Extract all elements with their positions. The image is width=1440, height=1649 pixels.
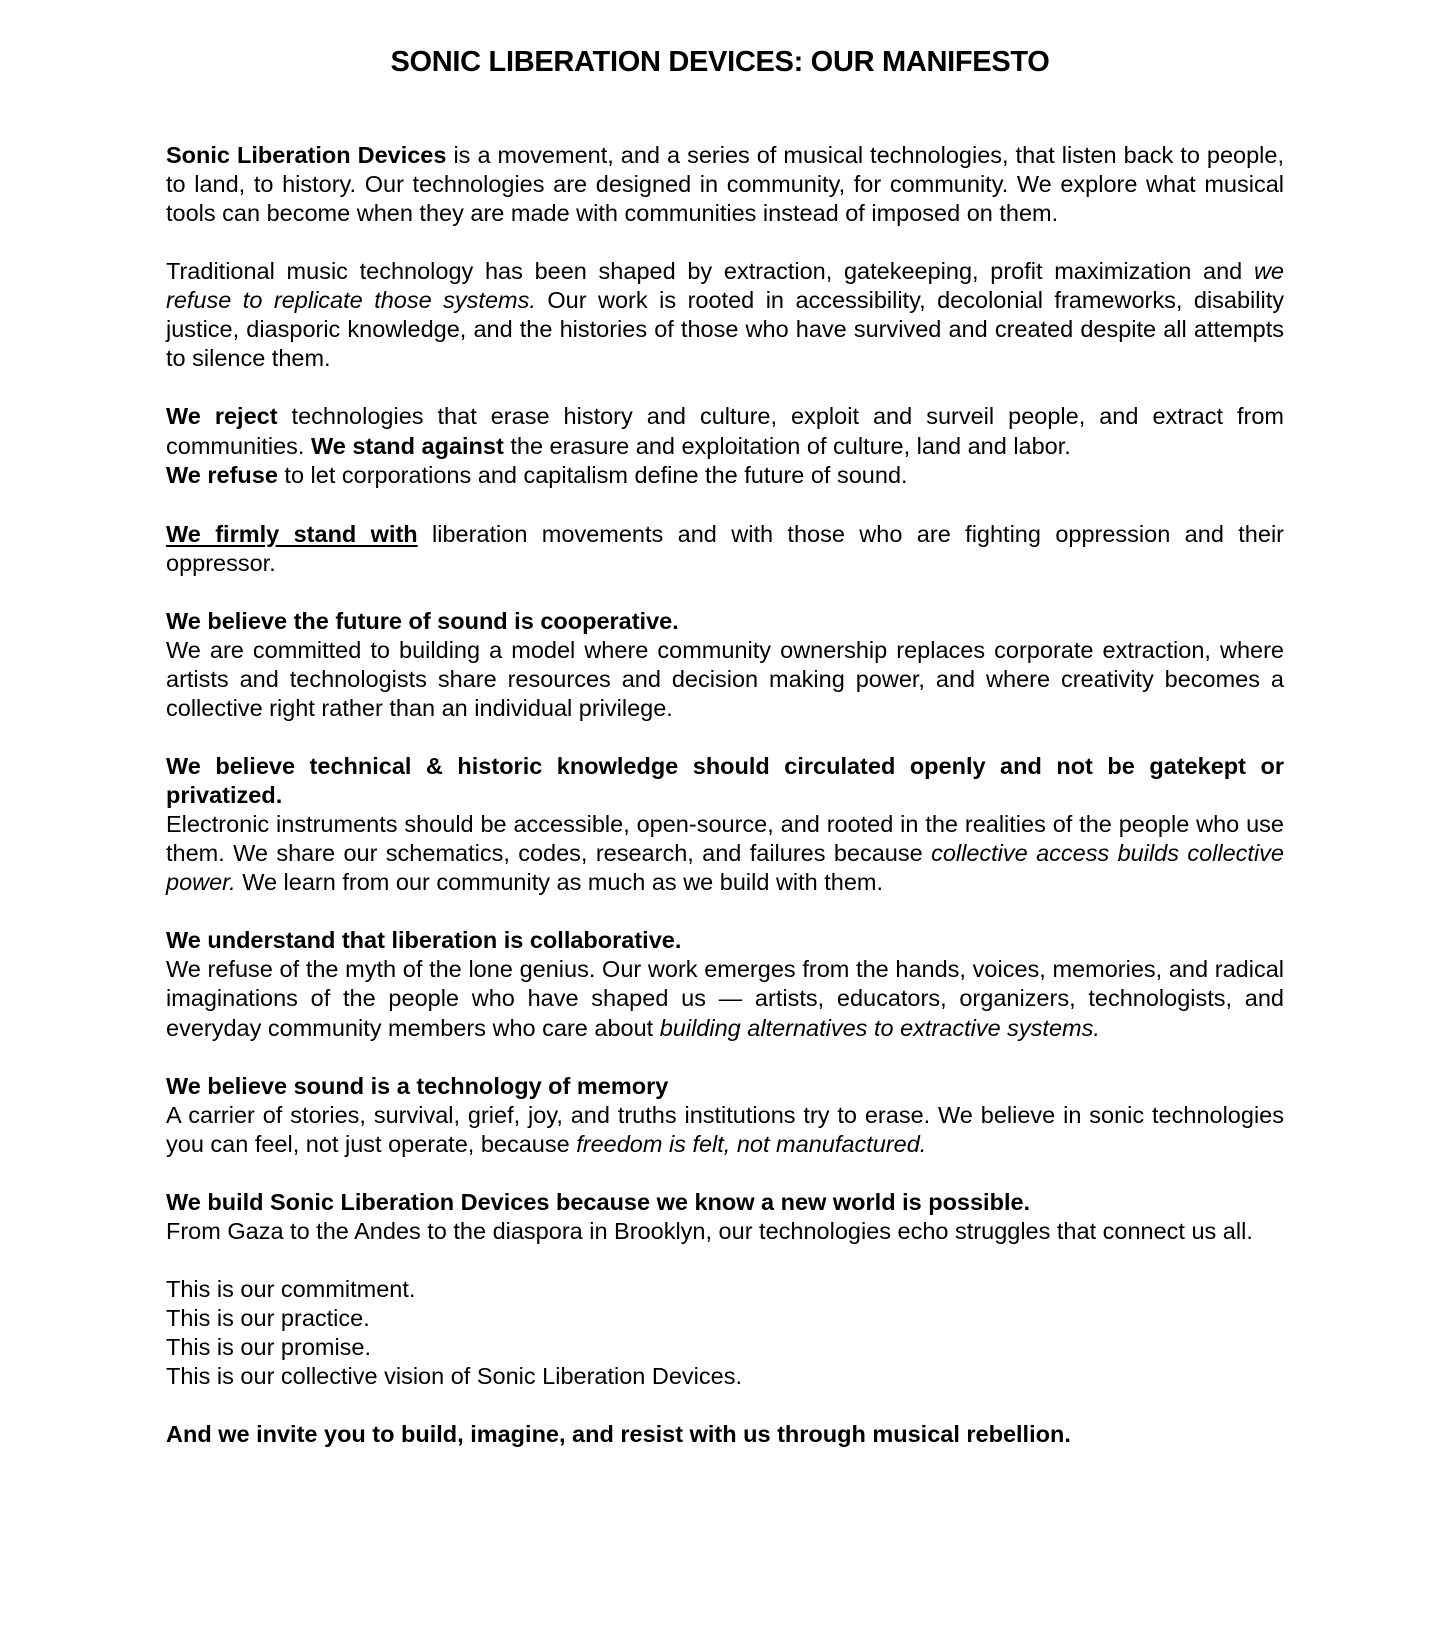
possible-text: From Gaza to the Andes to the diaspora in Brooklyn, our technologies echo struggles that connect us all. bbox=[166, 1218, 1253, 1244]
knowledge-section bbox=[166, 752, 1284, 897]
cooperative-section bbox=[166, 607, 1284, 723]
memory-italic: freedom is felt, not manufactured. bbox=[576, 1131, 927, 1157]
stand-with-text: liberation movements and with those who are fighting oppression and their oppressor. bbox=[166, 520, 1284, 576]
tradition-paragraph bbox=[166, 257, 1284, 373]
reject-bold-1: We reject bbox=[166, 403, 278, 429]
cooperative-heading: We believe the future of sound is cooperative. bbox=[166, 607, 679, 634]
intro-bold-lead: Sonic Liberation Devices bbox=[166, 142, 447, 168]
knowledge-paragraph bbox=[166, 810, 1284, 897]
reject-text-1: technologies that erase history and culture, exploit and surveil people, and extract from communities. bbox=[166, 403, 1284, 459]
collaborative-italic: building alternatives to extractive systems. bbox=[659, 1014, 1100, 1041]
page-title: SONIC LIBERATION DEVICES: OUR MANIFESTO bbox=[390, 46, 1050, 78]
affirmation-line: This is our collective vision of Sonic Liberation Devices. bbox=[166, 1363, 743, 1389]
affirmation-line: This is our practice. bbox=[166, 1305, 370, 1331]
reject-paragraph bbox=[166, 402, 1284, 491]
collaborative-section bbox=[166, 926, 1284, 1044]
intro-text: is a movement, and a series of musical technologies, that listen back to people, to land, to history. Our technologies are designed in community, for community. We explore what musical tools can become when they are made with communities instead of imposed on them. bbox=[166, 142, 1284, 226]
collaborative-paragraph bbox=[166, 955, 1284, 1044]
stand-with-paragraph bbox=[166, 520, 1284, 578]
reject-bold-3: We refuse bbox=[166, 462, 278, 488]
reject-text-3: to let corporations and capitalism define the future of sound. bbox=[277, 462, 908, 488]
collaborative-heading: We understand that liberation is collaborative. bbox=[166, 926, 682, 953]
closing-statement: And we invite you to build, imagine, and resist with us through musical rebellion. bbox=[166, 1421, 1071, 1447]
possible-section bbox=[166, 1188, 1284, 1246]
reject-bold-2: We stand against bbox=[310, 432, 504, 459]
cooperative-text: We are committed to building a model where community ownership replaces corporate extraction, where artists and technologists share resources and decision making power, and where creativity becomes a collective right rather than an individual privilege. bbox=[166, 636, 1284, 721]
knowledge-text-after: We learn from our community as much as we build with them. bbox=[235, 868, 884, 895]
tradition-italic: we refuse to replicate those systems. bbox=[166, 258, 1284, 313]
intro-paragraph bbox=[166, 141, 1284, 228]
affirmation-line: This is our commitment. bbox=[166, 1276, 416, 1302]
knowledge-text-before: Electronic instruments should be accessible, open-source, and rooted in the realities of the people who use them. We share our schematics, codes, research, and failures because bbox=[166, 810, 1284, 866]
possible-heading: We build Sonic Liberation Devices because we know a new world is possible. bbox=[166, 1189, 1031, 1215]
tradition-text-before: Traditional music technology has been shaped by extraction, gatekeeping, profit maximization and bbox=[166, 258, 1254, 284]
affirmation-line: This is our promise. bbox=[166, 1334, 372, 1360]
stand-with-underlined: We firmly stand with bbox=[166, 520, 418, 547]
knowledge-italic: collective access builds collective power. bbox=[166, 839, 1284, 895]
memory-heading: We believe sound is a technology of memory bbox=[166, 1073, 669, 1099]
knowledge-heading: We believe technical & historic knowledge should circulated openly and not be gatekept or privatized. bbox=[166, 752, 1284, 808]
manifesto-body bbox=[166, 141, 1284, 1449]
tradition-text-after: Our work is rooted in accessibility, decolonial frameworks, disability justice, diasporic knowledge, and the histories of those who have survived and created despite all attempts to silence them. bbox=[166, 287, 1284, 371]
collaborative-text-before: We refuse of the myth of the lone genius. Our work emerges from the hands, voices, memories, and radical imaginations of the people who have shaped us — artists, educators, organizers, technologists, and everyday community members who care about bbox=[166, 955, 1284, 1041]
memory-text-before: A carrier of stories, survival, grief, joy, and truths institutions try to erase. We believe in sonic technologies you can feel, not just operate, because bbox=[166, 1102, 1284, 1157]
memory-section bbox=[166, 1072, 1284, 1159]
memory-paragraph bbox=[166, 1101, 1284, 1159]
reject-text-2: the erasure and exploitation of culture, land and labor. bbox=[503, 432, 1071, 459]
affirmations-list bbox=[166, 1275, 1284, 1391]
